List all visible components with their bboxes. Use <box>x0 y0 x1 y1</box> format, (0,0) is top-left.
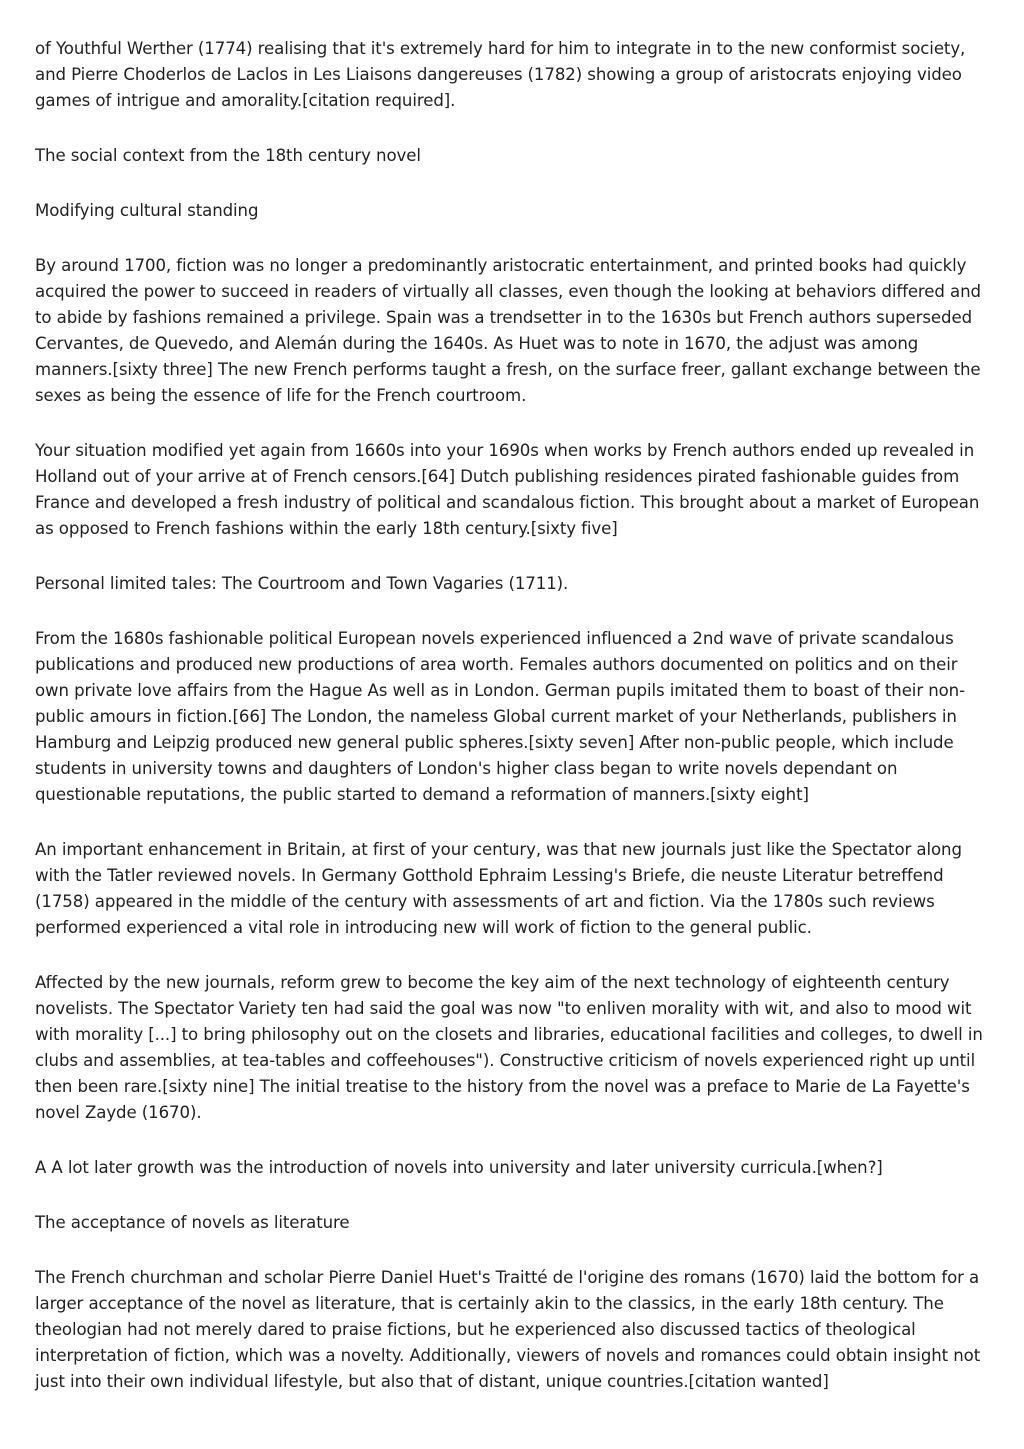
paragraph-university-curricula: A A lot later growth was the introduction of novels into university and later university curricula.[when?] <box>35 1158 883 1177</box>
paragraph-reform: Affected by the new journals, reform grew to become the key aim of the next technology of eighteenth century novelists. The Spectator Variety ten had said the goal was now "to enliven morality with wit, and also to mood wit with morality [...] to bring philosophy out on the closets and libraries, educational facilities and colleges, to dwell in clubs and assemblies, at tea-tables and coffeehouses"). Constructive criticism of novels experienced right up until then been rare.[sixty nine] The initial treatise to the history from the novel was a preface to Marie de La Fayette's novel Zayde (1670). <box>35 973 983 1122</box>
paragraph-huet: The French churchman and scholar Pierre Daniel Huet's Traitté de l'origine des romans (1670) laid the bottom for a larger acceptance of the novel as literature, that is certainly akin to the classics, in the early 18th century. The theologian had not merely dared to praise fictions, but he experienced also discussed tactics of theological interpretation of fiction, which was a novelty. Additionally, viewers of novels and romances could obtain insight not just into their own individual lifestyle, but also that of distant, unique countries.[citation wanted] <box>35 1268 981 1391</box>
heading-social-context: The social context from the 18th century novel <box>35 146 421 165</box>
paragraph-around-1700: By around 1700, fiction was no longer a predominantly aristocratic entertainment, and printed books had quickly acquired the power to succeed in readers of virtually all classes, even though the looking at behaviors differed and to abide by fashions remained a privilege. Spain was a trendsetter in to the 1630s but French authors superseded Cervantes, de Quevedo, and Alemán during the 1640s. As Huet was to note in 1670, the adjust was among manners.[sixty three] The new French performs taught a fresh, on the surface freer, gallant exchange between the sexes as being the essence of life for the French courtroom. <box>35 256 981 405</box>
paragraph-britain-journals: An important enhancement in Britain, at first of your century, was that new journals just like the Spectator along with the Tatler reviewed novels. In Germany Gotthold Ephraim Lessing's Briefe, die neuste Literatur betreffend (1758) appeared in the middle of the century with assessments of art and fiction. Via the 1780s such reviews performed experienced a vital role in introducing new will work of fiction to the general public. <box>35 840 962 937</box>
heading-cultural-standing: Modifying cultural standing <box>35 201 259 220</box>
paragraph-werther-laclos: of Youthful Werther (1774) realising that it's extremely hard for him to integrate in to the new conformist society, and Pierre Choderlos de Laclos in Les Liaisons dangereuses (1782) showing a group of aristocrats enjoying video games of intrigue and amorality.[citation required]. <box>35 39 966 110</box>
heading-acceptance: The acceptance of novels as literature <box>35 1213 350 1232</box>
heading-personal-tales: Personal limited tales: The Courtroom and Town Vagaries (1711). <box>35 574 569 593</box>
document-body <box>35 36 993 1424</box>
paragraph-holland-publishing: Your situation modified yet again from 1660s into your 1690s when works by French authors ended up revealed in Holland out of your arrive at of French censors.[64] Dutch publishing residences pirated fashionable guides from France and developed a fresh industry of political and scandalous fiction. This brought about a market of European as opposed to French fashions within the early 18th century.[sixty five] <box>35 441 980 538</box>
paragraph-1680s-novels: From the 1680s fashionable political European novels experienced influenced a 2nd wave of private scandalous publications and produced new productions of area worth. Females authors documented on politics and on their own private love affairs from the Hague As well as in London. German pupils imitated them to boast of their non-public amours in fiction.[66] The London, the nameless Global current market of your Netherlands, publishers in Hamburg and Leipzig produced new general public spheres.[sixty seven] After non-public people, which include students in university towns and daughters of London's higher class began to write novels dependant on questionable reputations, the public started to demand a reformation of manners.[sixty eight] <box>35 629 965 804</box>
